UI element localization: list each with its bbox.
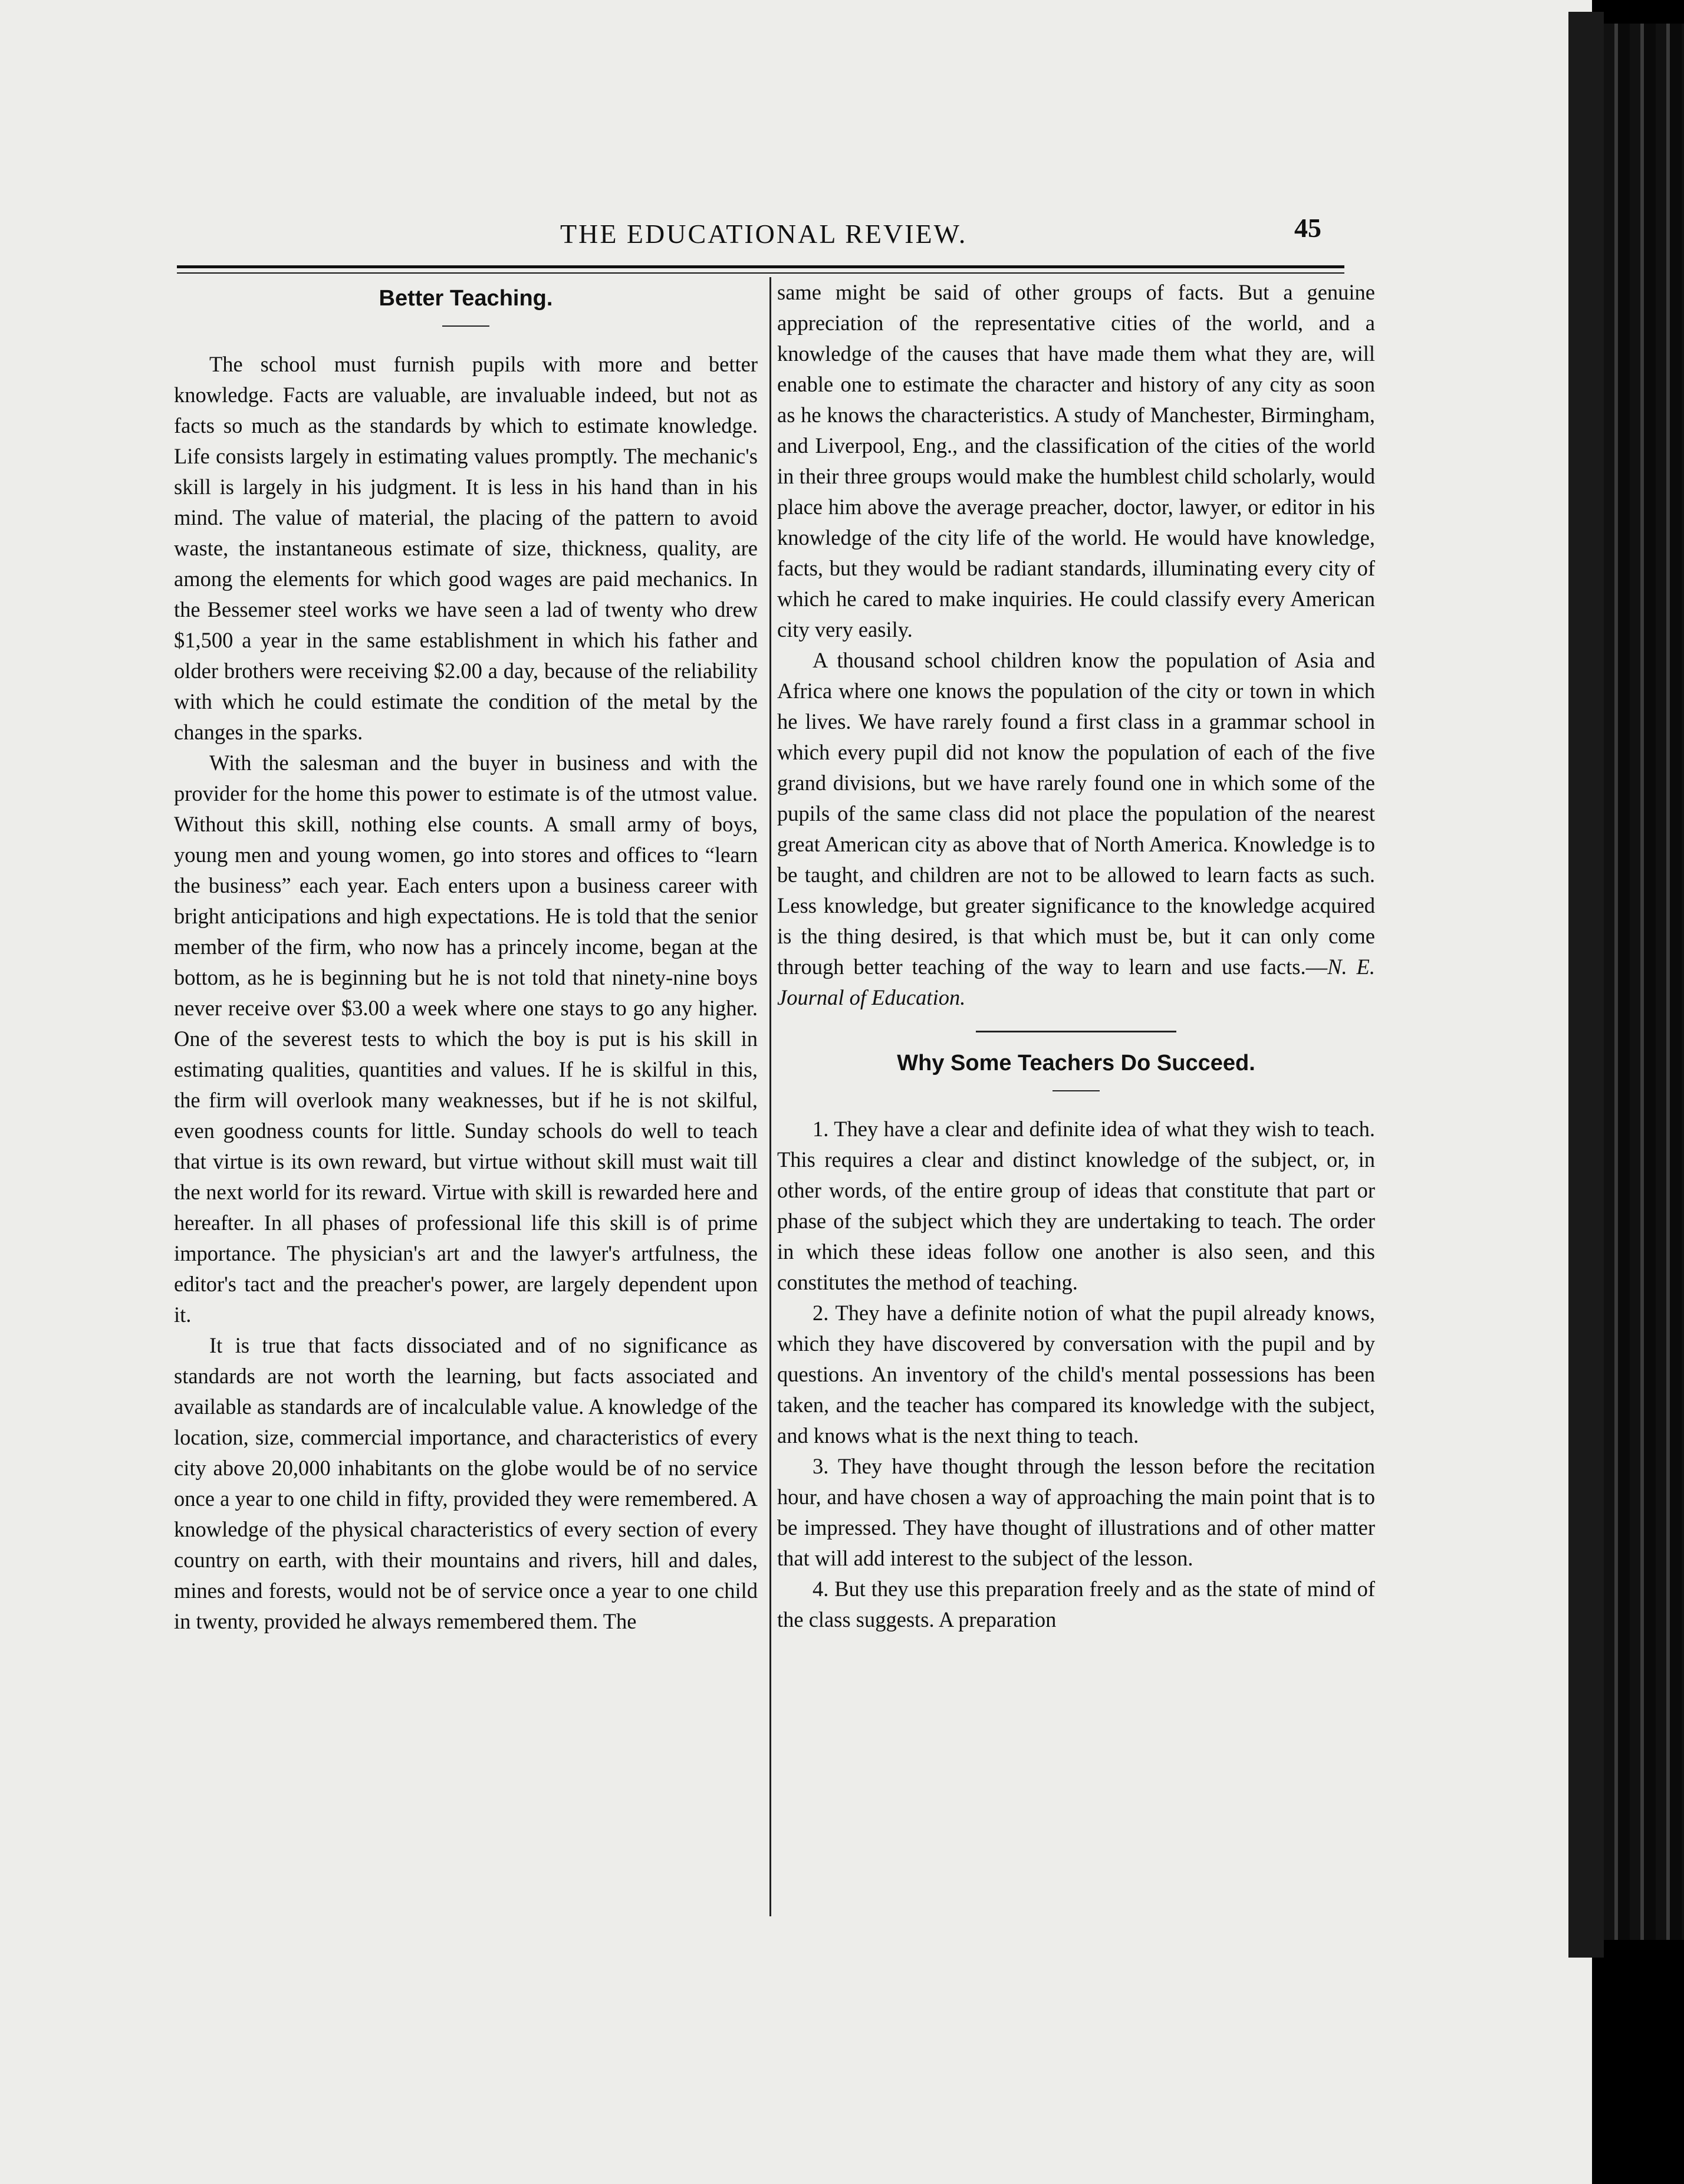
title-dash <box>1052 1090 1100 1091</box>
paragraph: The school must furnish pupils with more and better knowledge. Facts are valuable, are invaluable indeed, but not as facts so much as the standards by which to estimate knowledge. Life consists largely in estimating values promptly. The mechanic's skill is largely in his judgment. It is less in his hand than in his mind. The value of material, the placing of the pattern to avoid waste, the instantaneous estimate of size, thickness, quality, are among the elements for which good wages are paid mechanics. In the Bessemer steel works we have seen a lad of twenty who drew $1,500 a year in the same establishment in which his father and older brothers were receiving $2.00 a day, because of the reliability with which he could estimate the condition of the metal by the changes in the sparks. <box>174 352 758 744</box>
paragraph: With the salesman and the buyer in business and with the provider for the home this power to estimate is of the utmost value. Without this skill, nothing else counts. A small army of boys, young men and young women, go into stores and offices to “learn the business” each year. Each enters upon a business career with bright anticipations and high expectations. He is told that the senior member of the firm, who now has a princely income, began at the bottom, as he is beginning but he is not told that ninety-nine boys never receive over $3.00 a week where one stays to go any higher. One of the severest tests to which the boy is put is his skill in estimating qualities, quantities and values. If he is skilful in this, the firm will overlook many weaknesses, but if he is not skilful, even goodness counts for little. Sunday schools do well to teach that virtue is its own reward, but virtue without skill must wait till the next world for its reward. Virtue with skill is rewarded here and hereafter. In all phases of professional life this skill is of prime importance. The physician's art and the lawyer's artfulness, the editor's tact and the preacher's power, are largely dependent upon it. <box>174 751 758 1327</box>
page-header <box>177 212 1356 259</box>
header-rule-thick <box>177 265 1344 268</box>
article-title-why-some-teachers: Why Some Teachers Do Succeed. <box>897 1051 1255 1075</box>
running-title: THE EDUCATIONAL REVIEW. <box>560 219 968 249</box>
list-item: 2. They have a definite notion of what the pupil already knows, which they have discovered by conversation with the pupil and by questions. An inventory of the child's mental possessions has been taken, and the teacher has compared its knowledge with the subject, and knows what is the next thing to teach. <box>777 1301 1375 1448</box>
header-rule-thin <box>177 272 1344 274</box>
column-divider <box>769 277 771 1916</box>
paragraph: It is true that facts dissociated and of no significance as standards are not worth the learning, but facts associated and available as standards are of incalculable value. A knowledge of the location, size, commercial importance, and characteristics of every city above 20,000 inhabitants on the globe would be of no service once a year to one child in fifty, provided they were remembered. A knowledge of the physical characteristics of every section of every country on earth, with their mountains and rivers, hill and dales, mines and forests, would not be of service once a year to one child in twenty, provided he always remembered them. The <box>174 1333 758 1633</box>
list-item: 1. They have a clear and definite idea of what they wish to teach. This requires a clear and distinct knowledge of the subject, or, in other words, of the entire group of ideas that constitute that part or phase of the subject which they are undertaking to teach. The order in which these ideas follow one another is also seen, and this constitutes the method of teaching. <box>777 1117 1375 1294</box>
paragraph-text: A thousand school children know the population of Asia and Africa where one knows the population of the city or town in which he lives. We have rarely found a first class in a grammar school in which every pupil did not know the population of each of the five grand divisions, but we have rarely found one in which some of the pupils of the same class did not place the population of the nearest great American city as above that of North America. Knowledge is to be taught, and children are not to be allowed to learn facts as such. Less knowledge, but greater significance to the knowledge acquired is the thing desired, is that which must be, but it can only come through better teaching of the way to learn and use facts.— <box>777 648 1375 979</box>
list-item: 4. But they use this preparation freely and as the state of mind of the class suggests. A preparation <box>777 1577 1375 1632</box>
right-column <box>777 277 1375 1635</box>
page-number: 45 <box>1294 213 1321 243</box>
title-dash <box>442 325 489 327</box>
source-citation: N. E. Journal of Education. <box>777 955 1375 1009</box>
list-item: 3. They have thought through the lesson before the recitation hour, and have chosen a way of approaching the main point that is to be impressed. They have thought of illustrations and of other matter that will add interest to the subject of the lesson. <box>777 1454 1375 1570</box>
article-title-better-teaching: Better Teaching. <box>379 286 553 311</box>
book-binding-edge <box>1604 24 1684 1940</box>
section-separator <box>976 1031 1176 1032</box>
paragraph <box>777 645 1375 1013</box>
paragraph-continued: same might be said of other groups of facts. But a genuine appreciation of the representative cities of the world, and a knowledge of the causes that have made them what they are, will enable one to estimate the character and history of any city as soon as he knows the characteristics. A study of Manchester, Birmingham, and Liverpool, Eng., and the classification of the cities of the world in their three groups would make the humblest child scholarly, would place him above the average preacher, doctor, lawyer, or editor in his knowledge of the city life of the world. He would have knowledge, facts, but they would be radiant standards, illuminating every city of which he cared to make inquiries. He could classify every American city very easily. <box>777 280 1375 642</box>
left-column <box>174 283 758 1637</box>
page-edge-shadow <box>1568 12 1604 1958</box>
